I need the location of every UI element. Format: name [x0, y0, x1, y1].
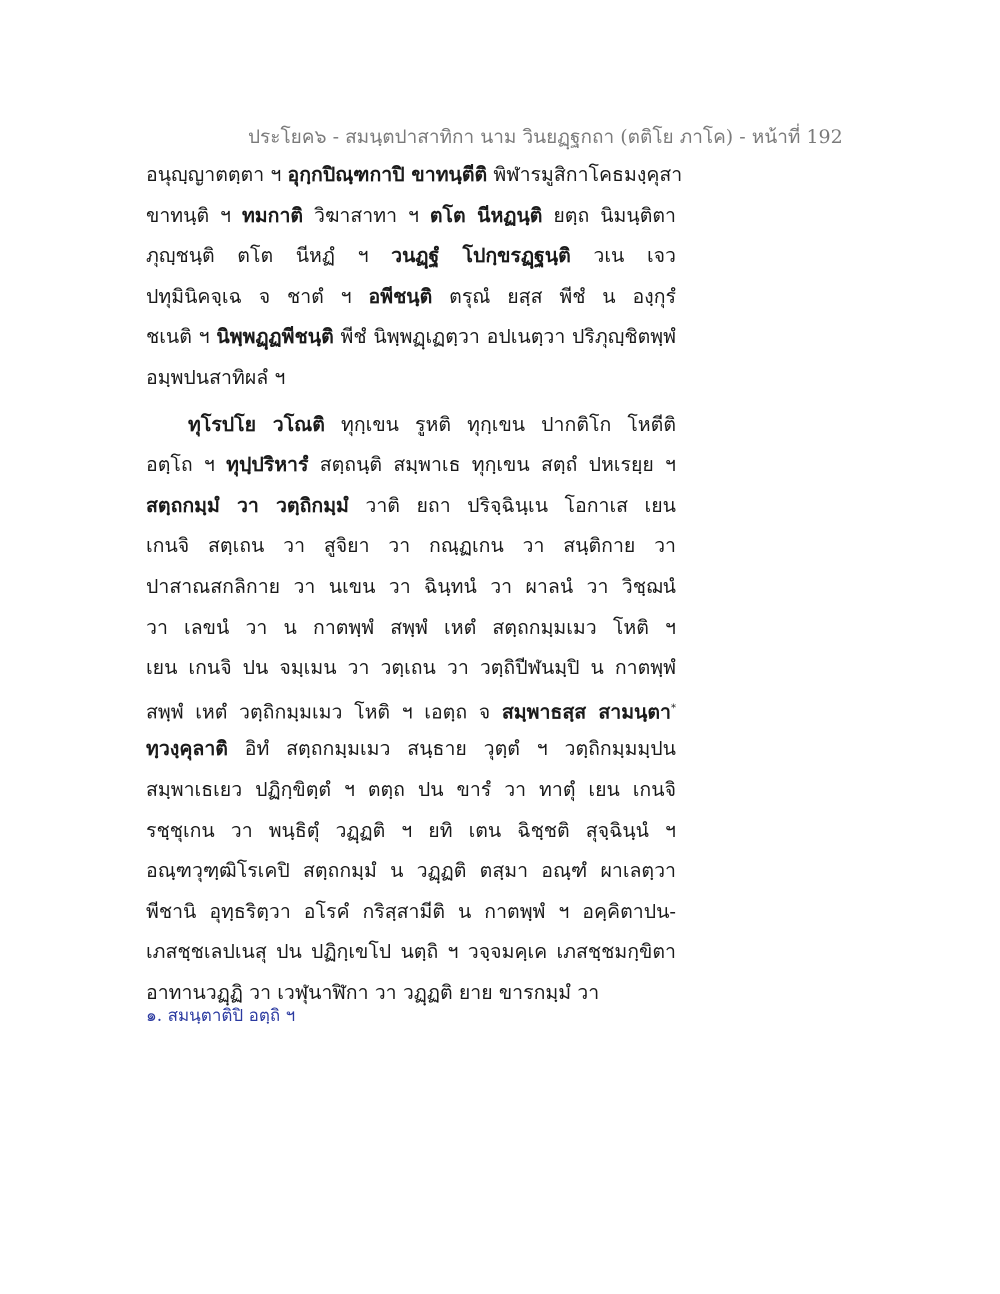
text-segment: อมฺพปนสาทิผลํ ฯ	[146, 365, 286, 389]
text-segment: สมฺพาเธเยว ปฏิกฺขิตฺตํ ฯ ตตฺถ ปน ขารํ วา ทาตุํ เยน เกนจิ	[146, 777, 676, 801]
text-line	[146, 526, 676, 567]
text-line	[146, 155, 683, 196]
text-line	[146, 405, 676, 446]
text-line	[146, 770, 676, 811]
text-segment: ปาสาณสกลิกาย วา นเขน วา ฉินฺทนํ วา ผาลนํ วา วิชฺฌนํ	[146, 574, 676, 598]
text-line	[146, 892, 676, 933]
text-segment: อนุญฺญาตตฺตา ฯ	[146, 163, 288, 186]
text-segment: ภุญฺชนฺติ ตโต นีหฏํ ฯ	[146, 244, 392, 268]
text-line	[146, 932, 676, 973]
text-line	[146, 277, 676, 318]
text-line	[146, 608, 676, 649]
text-segment: ขาทนฺติ ฯ	[146, 203, 242, 227]
text-line	[146, 196, 676, 237]
text-segment: วิฆาสาทา ฯ	[303, 203, 430, 227]
page-header: ประโยค๖ - สมนฺตปาสาทิกา นาม วินยฏฺฐกถา (ตติโย ภาโค) - หน้าที่ 192	[248, 126, 843, 148]
text-line	[146, 689, 676, 730]
text-segment: ตรุณํ ยสฺส พีชํ น องฺกุรํ	[432, 284, 676, 308]
text-segment: ยตฺถ นิมนฺติตา	[542, 203, 676, 227]
text-line	[146, 486, 676, 527]
text-segment: เภสชฺชเลปเนสุ ปน ปฏิกฺเขโป นตฺถิ ฯ วจฺจมคฺเค เภสชฺชมกฺขิตา	[146, 940, 676, 964]
text-segment: อาทานวฏฺฏิ วา เวฬุนาฬิกา วา วฏฺฏติ ยาย ขารกมฺมํ วา	[146, 980, 600, 1004]
text-segment: วาติ ยถา ปริจฺฉินฺเน โอกาเส เยน	[348, 493, 676, 517]
bold-term: วนฏฺฐํ โปกฺขรฏฺฐนฺติ	[391, 244, 571, 268]
footnote: ๑. สมนฺตาติปิ อตฺถิ ฯ	[146, 1006, 296, 1026]
text-segment: สตฺถนฺติ สมฺพาเธ ทุกฺเขน สตฺถํ ปหเรยฺย ฯ	[308, 453, 676, 477]
text-segment: รชฺชุเกน วา พนฺธิตุํ วฏฺฏติ ฯ ยทิ เตน ฉิชฺชติ สุจฺฉินฺนํ ฯ	[146, 818, 676, 842]
text-segment: อตฺโถ ฯ	[146, 453, 227, 477]
text-line	[146, 445, 676, 486]
text-segment: อณฺฑวุฑฺฒิโรเคปิ สตฺถกมฺมํ น วฏฺฏติ ตสฺมา อณฺฑํ ผาเลตฺวา	[146, 859, 676, 883]
bold-term: ทุปฺปริหารํ	[226, 453, 309, 477]
text-line	[146, 236, 676, 277]
text-segment: เกนจิ สตฺเถน วา สูจิยา วา กณฺฏเกน วา สนฺติกาย วา	[146, 534, 676, 558]
body-text	[146, 155, 683, 1013]
text-line	[146, 567, 676, 608]
bold-term: อุกฺกปิณฺฑกาปิ ขาทนฺตีติ	[287, 163, 488, 186]
text-segment: พิฬารมูสิกาโคธมงฺคุสา	[487, 163, 683, 186]
text-segment: พีชานิ อุทฺธริตฺวา อโรคํ กริสฺสามีติ น กาตพฺพํ ฯ อคฺคิตาปน-	[146, 899, 676, 923]
text-segment: วเน เจว	[570, 244, 676, 268]
text-segment: ชเนติ ฯ	[146, 325, 217, 349]
bold-term: ทฺวงฺคุลาติ	[146, 737, 228, 761]
text-segment: ปทุมินิคจฺเฉ จ ชาตํ ฯ	[146, 284, 369, 308]
text-segment: สพฺพํ เหตํ วตฺถิกมฺมเมว โหติ ฯ เอตฺถ จ	[146, 700, 502, 724]
text-line	[146, 317, 676, 358]
paragraph-1	[146, 155, 683, 399]
bold-term: อพีชนฺติ	[368, 284, 433, 308]
text-segment: เยน เกนจิ ปน จมฺเมน วา วตฺเถน วา วตฺถิปีฬนมฺปิ น กาตพฺพํ	[146, 656, 676, 680]
bold-term: ทุโรปโย วโณติ	[188, 412, 325, 436]
text-line	[146, 811, 676, 852]
text-segment: อิทํ สตฺถกมฺมเมว สนฺธาย วุตฺตํ ฯ วตฺถิกมฺมมฺปน	[227, 737, 676, 761]
text-line	[146, 358, 676, 399]
text-segment: ทุกฺเขน รูหติ ทุกฺเขน ปากติโก โหตีติ	[324, 412, 676, 436]
text-segment: วา เลขนํ วา น กาตพฺพํ สพฺพํ เหตํ สตฺถกมฺมเมว โหติ ฯ	[146, 615, 676, 639]
text-line	[146, 851, 676, 892]
footnote-marker: *	[671, 702, 676, 714]
text-segment: พีชํ นิพฺพฏฺเฏตฺวา อปเนตฺวา ปริภุญฺชิตพฺพํ	[333, 325, 676, 349]
bold-term: ตโต นีหฏนฺติ	[429, 203, 543, 227]
bold-term: สตฺถกมฺมํ วา วตฺถิกมฺมํ	[146, 493, 349, 517]
bold-term: สมฺพาธสฺส สามนฺตา	[501, 700, 671, 724]
text-line	[146, 648, 676, 689]
bold-term: ทมกาติ	[241, 203, 304, 227]
paragraph-2	[146, 405, 676, 1014]
bold-term: นิพฺพฏฺฏพีชนฺติ	[216, 325, 334, 349]
text-line	[146, 729, 676, 770]
